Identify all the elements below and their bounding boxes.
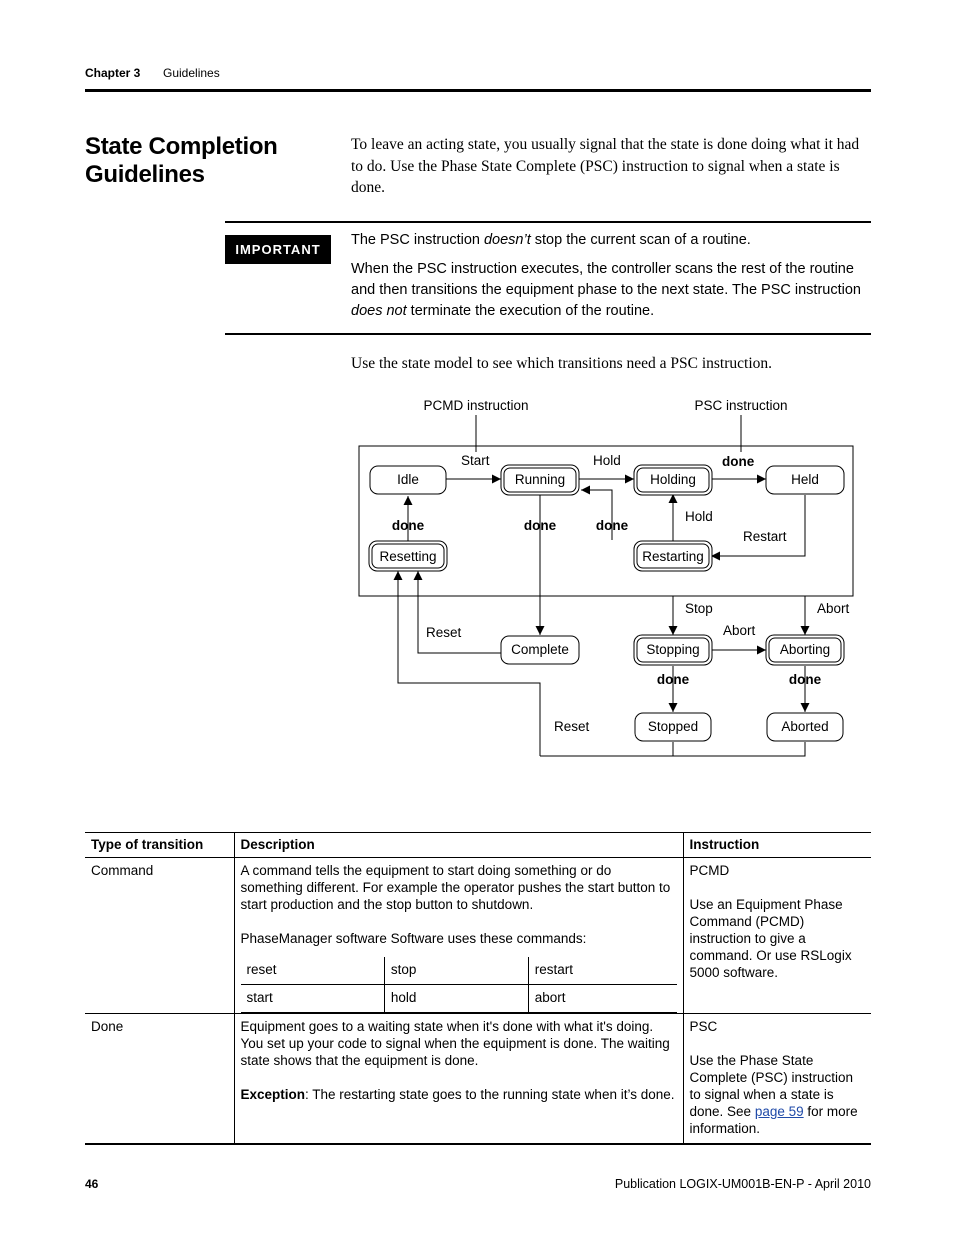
label-start: Start bbox=[461, 453, 490, 468]
state-aborting: Aborting bbox=[779, 642, 831, 657]
state-running: Running bbox=[514, 472, 566, 487]
col-description-header: Description bbox=[234, 833, 683, 858]
chapter-label: Chapter 3 bbox=[85, 66, 141, 80]
page-59-link[interactable]: page 59 bbox=[754, 1104, 804, 1119]
command-instruction bbox=[683, 858, 871, 1014]
command-desc-note: PhaseManager software Software uses these commands: bbox=[240, 931, 587, 946]
diagram-lead-text: Use the state model to see which transitions need a PSC instruction. bbox=[351, 355, 773, 372]
state-aborted: Aborted bbox=[781, 719, 829, 734]
header-rule bbox=[85, 89, 871, 92]
label-done-holding: done bbox=[722, 454, 755, 469]
done-exception: Exception: The restarting state goes to the running state when it’s done. bbox=[240, 1087, 675, 1102]
done-description bbox=[234, 1014, 683, 1145]
label-abort-2: Abort bbox=[723, 623, 756, 638]
cmd-stop: stop bbox=[384, 957, 528, 985]
label-reset-2: Reset bbox=[554, 719, 590, 734]
important-top-rule bbox=[225, 221, 871, 223]
cmd-abort: abort bbox=[528, 985, 676, 1013]
command-desc-text: A command tells the equipment to start doing something or do something different. For example the operator pushes the start button to start production and the stop button to shutdown. bbox=[240, 863, 671, 912]
done-instr-desc: Use the Phase State Complete (PSC) instruction to signal when a state is done. See page 59 for more information. bbox=[689, 1053, 858, 1136]
command-instr-desc: Use an Equipment Phase Command (PCMD) instruction to give a command. Or use RSLogix 5000 software. bbox=[689, 897, 852, 980]
done-instruction bbox=[683, 1014, 871, 1145]
state-complete: Complete bbox=[511, 642, 569, 657]
section-title: State Completion Guidelines bbox=[85, 133, 278, 188]
cmd-reset: reset bbox=[241, 957, 385, 985]
state-holding: Holding bbox=[650, 472, 696, 487]
command-list bbox=[241, 957, 677, 1013]
label-stop: Stop bbox=[685, 601, 713, 616]
page-number: 46 bbox=[85, 1177, 99, 1191]
cmd-start: start bbox=[241, 985, 385, 1013]
label-done-stopping: done bbox=[656, 672, 690, 687]
important-badge: IMPORTANT bbox=[225, 235, 331, 264]
state-held: Held bbox=[791, 472, 819, 487]
command-description bbox=[234, 858, 683, 1014]
important-paragraph-2: When the PSC instruction executes, the controller scans the rest of the routine and then transitions the equipment phase to the next state. The PSC instruction does not terminate the execution of the routine. bbox=[351, 261, 861, 319]
state-stopping: Stopping bbox=[646, 642, 700, 657]
callout-pcmd: PCMD instruction bbox=[423, 398, 529, 413]
command-instr-name: PCMD bbox=[689, 863, 730, 878]
table-row-done bbox=[85, 1014, 871, 1145]
important-bottom-rule bbox=[225, 333, 871, 335]
callout-psc: PSC instruction bbox=[694, 398, 788, 413]
label-done-restarting: done bbox=[595, 518, 629, 533]
cmd-restart: restart bbox=[528, 957, 676, 985]
command-type: Command bbox=[85, 858, 234, 1014]
important-paragraph-1: The PSC instruction doesn’t stop the current scan of a routine. bbox=[351, 232, 751, 248]
col-instruction-header: Instruction bbox=[683, 833, 871, 858]
label-abort-1: Abort bbox=[817, 601, 850, 616]
done-instr-name: PSC bbox=[689, 1019, 718, 1034]
chapter-section: Guidelines bbox=[163, 66, 220, 80]
transition-table bbox=[85, 832, 871, 1145]
col-type-header: Type of transition bbox=[85, 833, 234, 858]
label-done-aborting: done bbox=[788, 672, 822, 687]
label-hold-2: Hold bbox=[685, 509, 713, 524]
label-done-resetting: done bbox=[391, 518, 425, 533]
label-hold-1: Hold bbox=[593, 453, 621, 468]
label-done-running: done bbox=[523, 518, 557, 533]
state-restarting: Restarting bbox=[642, 549, 704, 564]
intro-paragraph: To leave an acting state, you usually signal that the state is done doing what it had to do. Use the Phase State Complete (PSC) instruction to signal when a state is done. bbox=[351, 136, 860, 196]
label-reset-1: Reset bbox=[426, 625, 462, 640]
state-resetting: Resetting bbox=[379, 549, 437, 564]
cmd-hold: hold bbox=[384, 985, 528, 1013]
state-model-diagram bbox=[0, 380, 954, 780]
state-idle: Idle bbox=[397, 472, 419, 487]
table-row-command bbox=[85, 858, 871, 1014]
publication-info: Publication LOGIX-UM001B-EN-P - April 2010 bbox=[614, 1177, 871, 1191]
state-stopped: Stopped bbox=[647, 719, 699, 734]
label-restart: Restart bbox=[743, 529, 787, 544]
done-desc-text: Equipment goes to a waiting state when it's done with what it's doing. You set up your code to signal when the equipment is done. The waiting state shows that the equipment is done. bbox=[240, 1019, 670, 1068]
done-type: Done bbox=[85, 1014, 234, 1145]
